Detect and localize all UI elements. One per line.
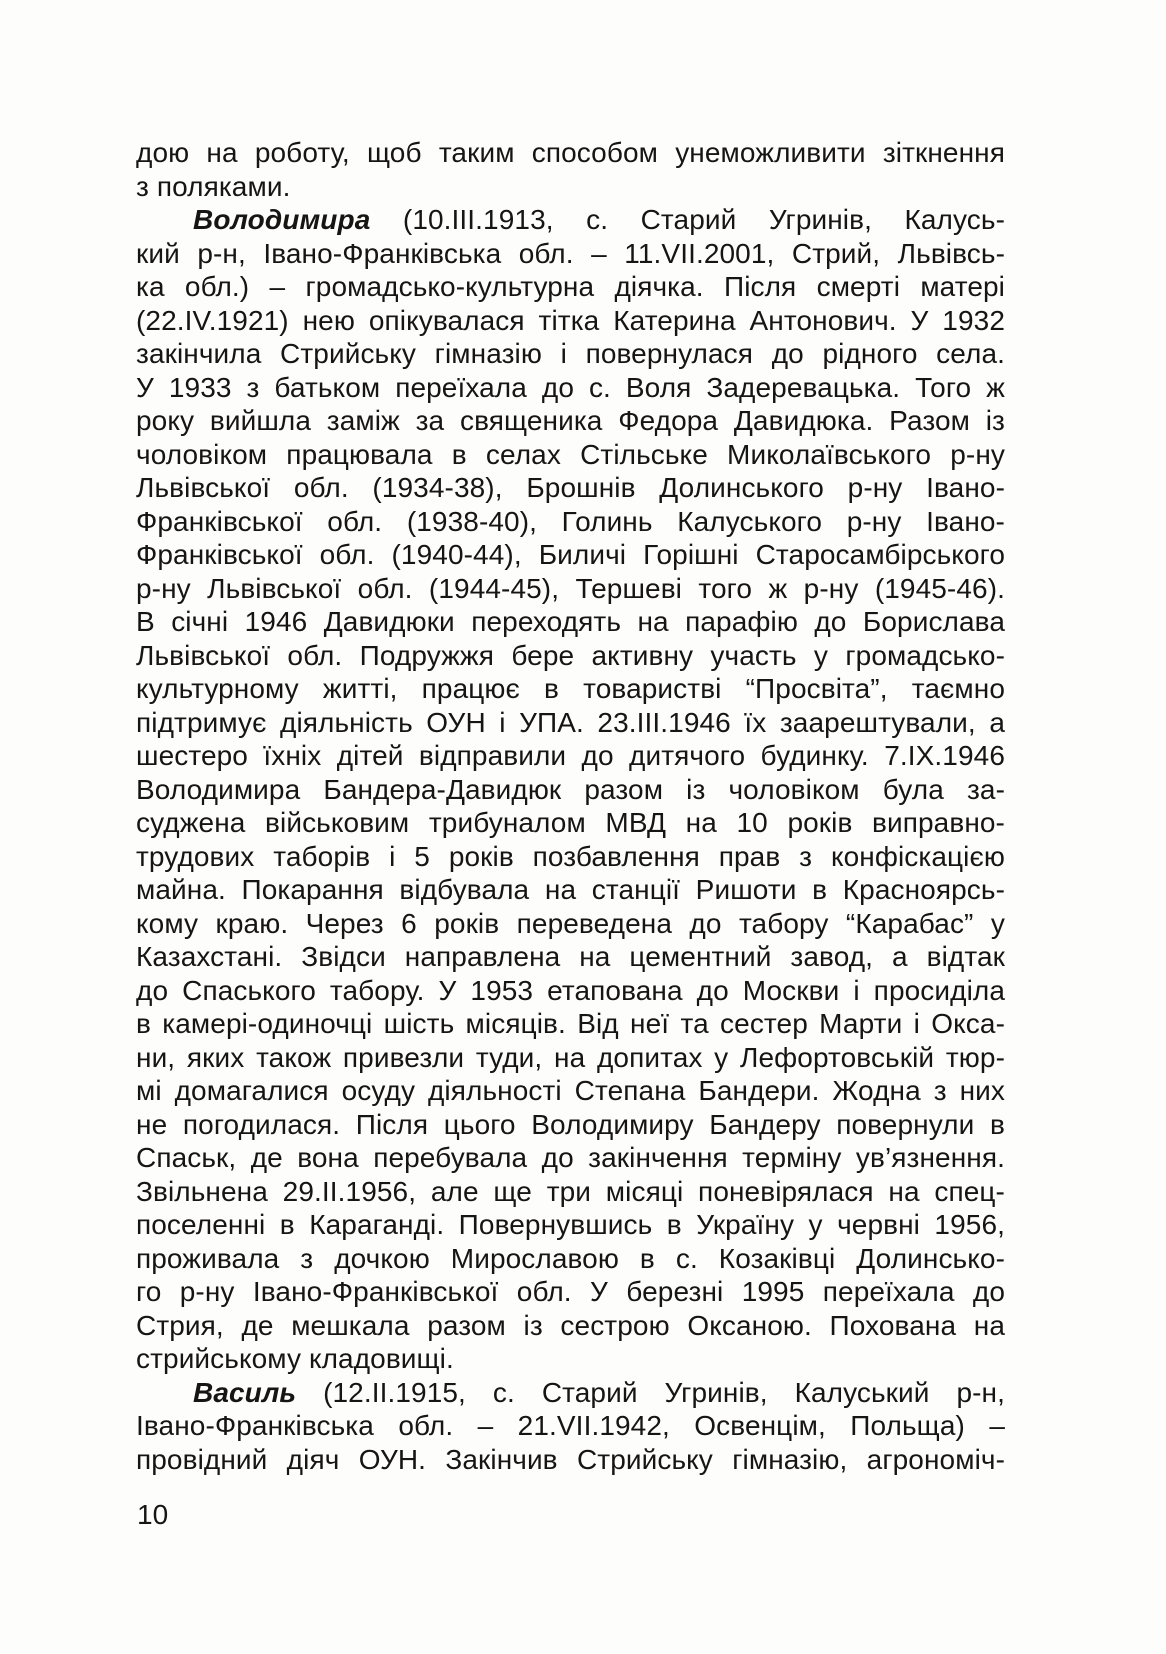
text-line: кий р-н, Івано-Франківська обл. – 11.VII.2001, Стрий, Львівсь- bbox=[136, 237, 1005, 269]
text-line: кому краю. Через 6 років переведена до табору “Карабас” у bbox=[136, 907, 1005, 939]
text-line: р-ну Львівської обл. (1944-45), Тершеві того ж р-ну (1945-46). bbox=[136, 572, 1005, 604]
text-line: Спаськ, де вона перебувала до закінчення терміну ув’язнення. bbox=[136, 1142, 1005, 1173]
text-line: суджена військовим трибуналом МВД на 10 років виправно- bbox=[136, 807, 1005, 838]
page-number: 10 bbox=[137, 1499, 169, 1530]
text-line: го р-ну Івано-Франківської обл. У березні 1995 переїхала до bbox=[136, 1276, 1005, 1307]
text-line: з поляками. bbox=[136, 170, 291, 202]
text-line: Франківської обл. (1938-40), Голинь Калуського р-ну Івано- bbox=[136, 505, 1005, 537]
text-line: Звільнена 29.II.1956, але ще три місяці поневірялася на спец- bbox=[136, 1175, 1005, 1207]
text-line: мі домагалися осуду діяльності Степана Бандери. Жодна з них bbox=[136, 1075, 1005, 1106]
text-line: майна. Покарання відбувала на станції Ришоти в Красноярсь- bbox=[136, 874, 1005, 905]
body-text bbox=[136, 136, 1005, 1476]
text-line: проживала з дочкою Мирославою в с. Козаківці Долинсько- bbox=[136, 1242, 1005, 1274]
text-line: в камері-одиночці шість місяців. Від неї та сестер Марти і Окса- bbox=[136, 1008, 1005, 1039]
text-line: чоловіком працювала в селах Стільське Миколаївського р-ну bbox=[136, 438, 1005, 470]
text-line: Стрия, де мешкала разом із сестрою Оксаною. Похована на bbox=[136, 1309, 1005, 1341]
text-line: року вийшла заміж за священика Федора Давидюка. Разом із bbox=[136, 405, 1005, 436]
text-line: шестеро їхніх дітей відправили до дитячого будинку. 7.IX.1946 bbox=[136, 740, 1005, 771]
text-line: поселенні в Караганді. Повернувшись в Україну у червні 1956, bbox=[136, 1209, 1005, 1240]
text-line: Івано-Франківська обл. – 21.VII.1942, Освенцім, Польща) – bbox=[136, 1410, 1005, 1441]
text-line: закінчила Стрийську гімназію і повернулася до рідного села. bbox=[136, 338, 1005, 369]
text-line: Володимира Бандера-Давидюк разом із чоловіком була за- bbox=[136, 773, 1005, 805]
entry-headword: Володимира bbox=[193, 204, 371, 235]
text-line: ни, яких також привезли туди, на допитах у Лефортовській тюр- bbox=[136, 1041, 1005, 1073]
text-line: культурному житті, працює в товаристві “Просвіта”, таємно bbox=[136, 673, 1005, 704]
text-line: підтримує діяльність ОУН і УПА. 23.III.1946 їх заарештували, а bbox=[136, 706, 1005, 738]
text-line: Володимира (10.III.1913, с. Старий Угринів, Калусь- bbox=[193, 204, 1005, 235]
text-line: стрийському кладовищі. bbox=[136, 1343, 454, 1374]
text-line: У 1933 з батьком переїхала до с. Воля Задеревацька. Того ж bbox=[136, 371, 1005, 403]
text-line: Франківської обл. (1940-44), Биличі Горішні Старосамбірського bbox=[136, 539, 1005, 570]
text-line: Львівської обл. (1934-38), Брошнів Долинського р-ну Івано- bbox=[136, 472, 1005, 503]
text-line: (22.IV.1921) нею опікувалася тітка Катерина Антонович. У 1932 bbox=[136, 304, 1005, 336]
text-line: ка обл.) – громадсько-культурна діячка. Після смерті матері bbox=[136, 271, 1005, 302]
text-line: провідний діяч ОУН. Закінчив Стрийську гімназію, агрономіч- bbox=[136, 1443, 1005, 1475]
text-line: Львівської обл. Подружжя бере активну участь у громадсько- bbox=[136, 639, 1005, 671]
text-line: не погодилася. Після цього Володимиру Бандеру повернули в bbox=[136, 1108, 1005, 1140]
text-line: трудових таборів і 5 років позбавлення прав з конфіскацією bbox=[136, 840, 1005, 872]
entry-headword: Василь bbox=[193, 1376, 297, 1408]
text-line: Василь (12.II.1915, с. Старий Угринів, Калуський р-н, bbox=[193, 1376, 1005, 1408]
text-line: Казахстані. Звідси направлена на цементний завод, а відтак bbox=[136, 941, 1005, 972]
text-line: до Спаського табору. У 1953 етапована до Москви і просиділа bbox=[136, 974, 1005, 1006]
text-line: дою на роботу, щоб таким способом унеможливити зіткнення bbox=[136, 137, 1005, 168]
text-line: В січні 1946 Давидюки переходять на парафію до Борислава bbox=[136, 606, 1005, 637]
